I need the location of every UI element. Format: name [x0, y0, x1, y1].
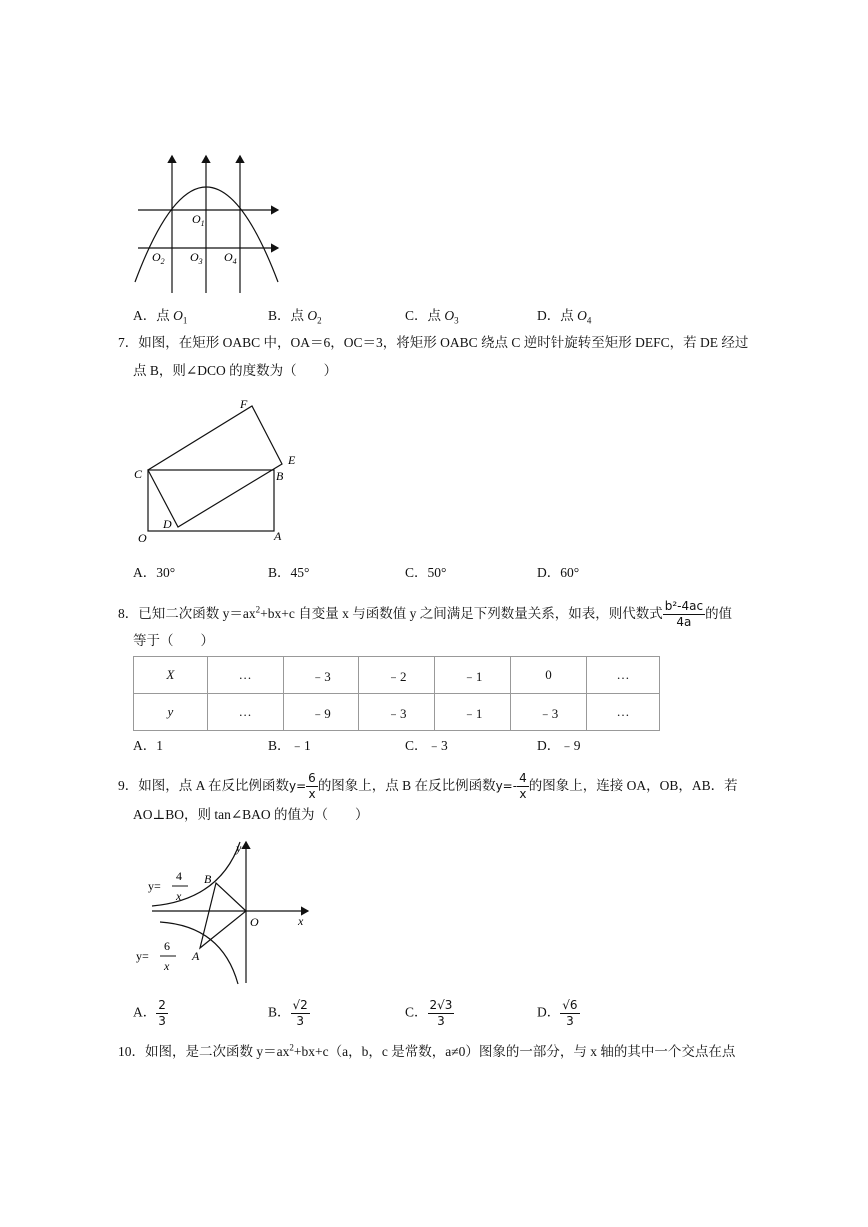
q7-text-line2: 点 B，则∠DCO 的度数为（ ） — [133, 363, 338, 378]
q8-option-b[interactable]: B．﹣1 — [268, 738, 311, 753]
q7-label-o: O — [138, 531, 147, 545]
q7-label-e: E — [288, 453, 296, 467]
q7-text-line1: 7．如图，在矩形 OABC 中，OA＝6，OC＝3，将矩形 OABC 绕点 C 逆时针旋转至矩形 DEFC，若 DE 经过 — [118, 335, 749, 350]
table-cell: y — [134, 694, 208, 731]
table-cell: X — [134, 657, 208, 694]
table-cell: … — [586, 694, 659, 731]
q8-option-a[interactable]: A．1 — [133, 738, 163, 753]
q9-label-x: x — [298, 914, 304, 928]
q7-label-b: B — [276, 469, 284, 483]
q9-curve-label-1-pre: y= — [148, 879, 161, 893]
q7-option-c[interactable]: C．50° — [405, 565, 447, 580]
q7-label-a: A — [274, 529, 282, 543]
q9-label-a: A — [192, 949, 200, 963]
q9-figure — [130, 838, 315, 988]
table-row — [134, 657, 660, 694]
q7-option-a[interactable]: A．30° — [133, 565, 176, 580]
q9-option-a[interactable]: A． $\frac{2}{3}$ — [133, 998, 166, 1028]
q7-label-d: D — [163, 517, 172, 531]
q7-label-f: F — [240, 397, 248, 411]
q9-option-c[interactable]: C． $\frac{2√3}{3}$ — [405, 998, 453, 1028]
q9-label-y: y — [236, 841, 242, 855]
q9-option-d[interactable]: D． $\frac{√6}{3}$ — [537, 998, 578, 1028]
q9-curve-label-1-den: x — [176, 889, 182, 903]
q9-curve-label-1-num: 4 — [176, 869, 182, 883]
q8-fraction: $\frac{\text{b²-4ac}}{4a}$ — [664, 599, 704, 630]
q9-curve-label-2-pre: y= — [136, 949, 149, 963]
q8-text-line2: 等于（ ） — [133, 633, 214, 648]
q7-rect-defc — [148, 406, 282, 527]
table-cell: ﹣9 — [283, 694, 359, 731]
q9-curve-label-2-den: x — [164, 959, 170, 973]
q7-option-d[interactable]: D．60° — [537, 565, 580, 580]
q6-label-o2: $O_2$ — [152, 250, 165, 266]
q6-figure — [130, 150, 290, 300]
table-row — [134, 694, 660, 731]
table-cell: ﹣3 — [283, 657, 359, 694]
table-cell: … — [207, 694, 283, 731]
q7-label-c: C — [134, 467, 143, 481]
table-cell: 0 — [511, 657, 587, 694]
q7-option-b[interactable]: B．45° — [268, 565, 310, 580]
q8-value-table — [133, 656, 660, 731]
q9-text-line1: 9．如图，点 A 在反比例函数y= $\frac{6}{x}$ 的图象上，点 B 在反比例函数y=- $\frac{4}{x}$ 的图象上，连接 OA，OB，AB．若 — [118, 771, 738, 802]
q8-text-line1: 8．已知二次函数 $y=ax^2+bx+c$ 自变量 x 与函数值 y 之间满足下列数量关系，如表，则代数式 $\frac{\text{b²-4ac}}{4a}$ 的值 — [118, 599, 733, 630]
q10-text-line1: 10．如图，是二次函数 $y=ax^2+bx+c(a$，b，c 是常数，a≠0）图象的一部分，与 x 轴的其中一个交点在点 — [118, 1042, 736, 1059]
q9-fraction-2: $\frac{4}{x}$ — [519, 771, 527, 802]
q6-option-c[interactable]: C．点 $O_3$ — [405, 308, 459, 326]
q6-option-d[interactable]: D．点 $O_4$ — [537, 308, 592, 326]
q6-option-a[interactable]: A．点 $O_1$ — [133, 308, 188, 326]
q7-figure — [130, 392, 310, 547]
q9-option-b[interactable]: B． $\frac{√2}{3}$ — [268, 998, 308, 1028]
table-cell: … — [586, 657, 659, 694]
q9-label-o: O — [250, 915, 259, 929]
q9-triangle-abo — [200, 883, 246, 948]
q6-label-o4: $O_4$ — [224, 250, 237, 266]
q9-fraction-1: $\frac{6}{x}$ — [308, 771, 316, 802]
q6-option-b[interactable]: B．点 $O_2$ — [268, 308, 322, 326]
q8-option-d[interactable]: D．﹣9 — [537, 738, 581, 753]
q9-curve-label-2-num: 6 — [164, 939, 170, 953]
q9-curve-upper — [152, 842, 240, 906]
table-cell: ﹣1 — [435, 657, 511, 694]
q6-label-o1: $O_1$ — [192, 212, 205, 228]
table-cell: ﹣1 — [435, 694, 511, 731]
table-cell: … — [207, 657, 283, 694]
q8-option-c[interactable]: C．﹣3 — [405, 738, 448, 753]
table-cell: ﹣2 — [359, 657, 435, 694]
table-cell: ﹣3 — [511, 694, 587, 731]
q9-label-b: B — [204, 872, 212, 886]
q6-label-o3: $O_3$ — [190, 250, 203, 266]
table-cell: ﹣3 — [359, 694, 435, 731]
q9-text-line2: AO⊥BO，则 tan∠BAO 的值为（ ） — [133, 807, 369, 822]
